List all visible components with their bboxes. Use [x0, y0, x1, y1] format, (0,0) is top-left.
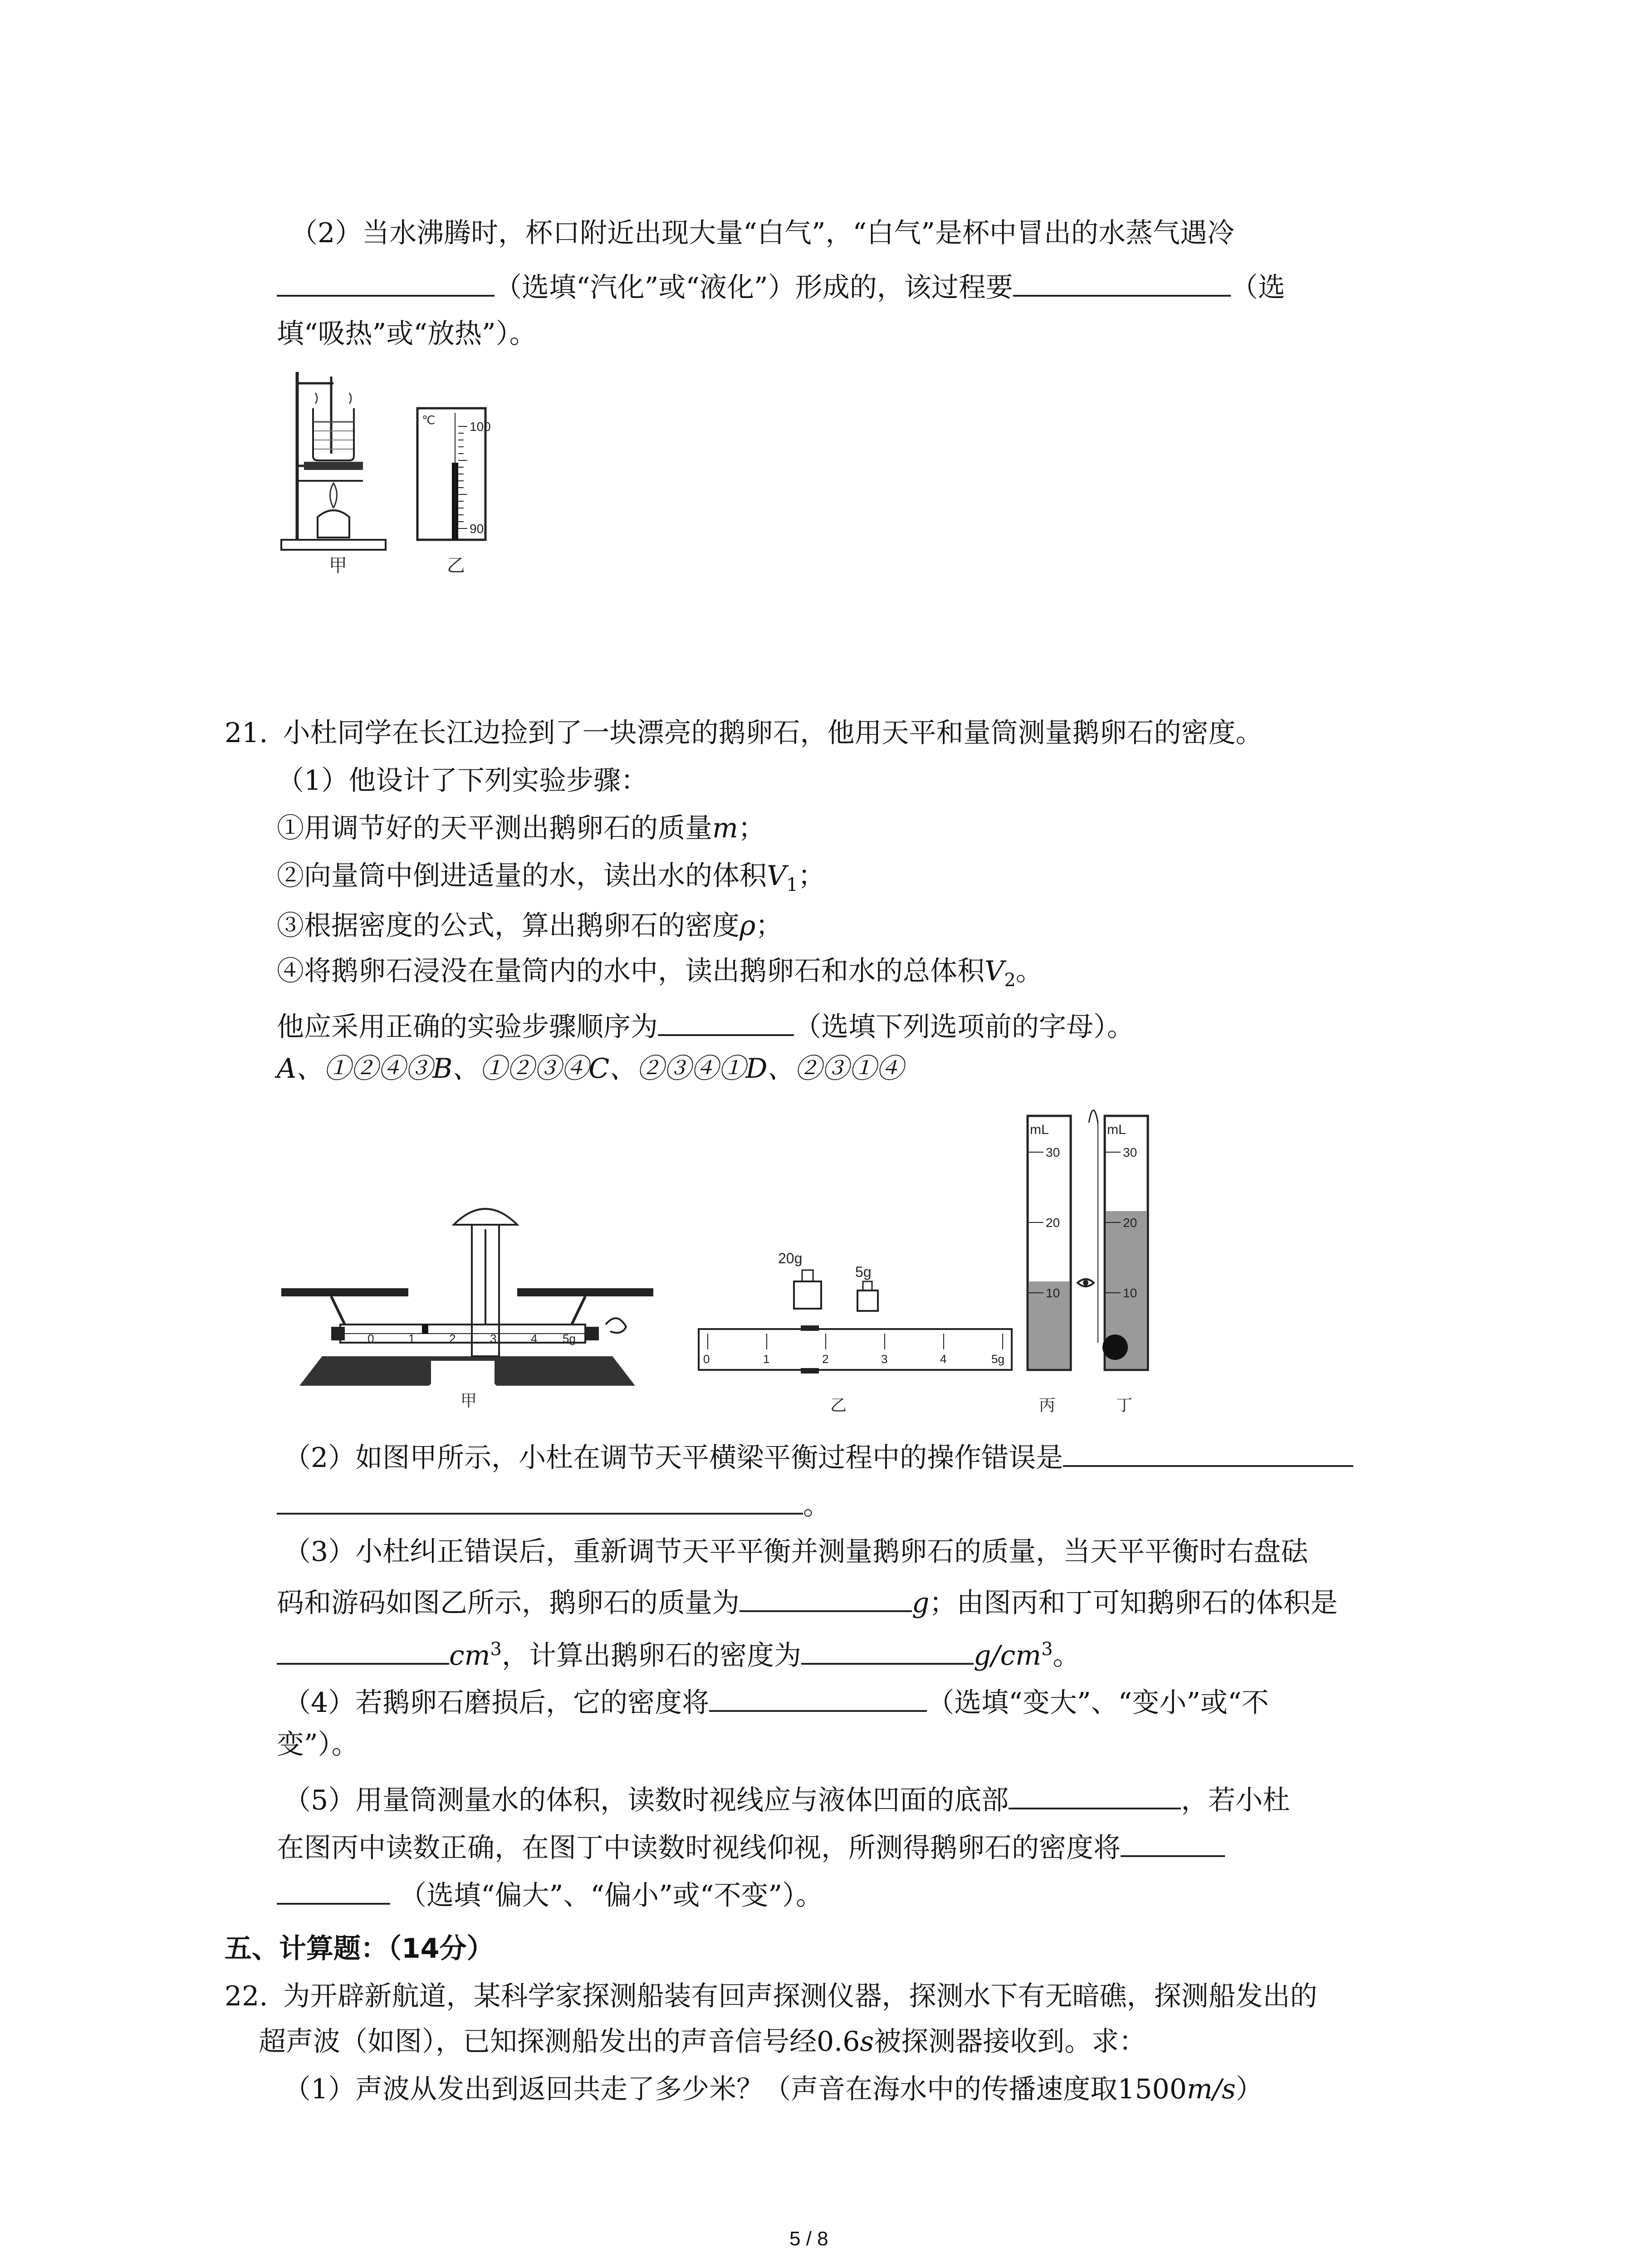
step2-text: ②向量筒中倒进适量的水，读出水的体积 — [277, 860, 767, 892]
part5-text-end: ，若小杜 — [1181, 1784, 1290, 1816]
fig-label-yi: 乙 — [447, 556, 465, 576]
q21-part5-line2 — [277, 1828, 1225, 1864]
question-number: 22. — [225, 1980, 268, 2012]
unit-g: g — [912, 1587, 930, 1619]
q20-part2-line2-end: （选 — [1230, 272, 1285, 303]
step1-text: ①用调节好的天平测出鹅卵石的质量 — [277, 812, 712, 844]
cyl-ding-tick-10: 10 — [1123, 1286, 1137, 1300]
step4-end: 。 — [1015, 955, 1043, 987]
rider-tick-1: 1 — [763, 1352, 770, 1366]
rider-tick-3: 3 — [881, 1352, 888, 1366]
q21-stem-text: 小杜同学在长江边捡到了一块漂亮的鹅卵石，他用天平和量筒测量鹅卵石的密度。 — [283, 717, 1263, 749]
answer-blank[interactable] — [1121, 1828, 1225, 1857]
cyl-ding-tick-30: 30 — [1123, 1145, 1137, 1159]
cyl-ding-tick-20: 20 — [1123, 1216, 1137, 1230]
part5-text-2: 在图丙中读数正确，在图丁中读数时视线仰视，所测得鹅卵石的密度将 — [277, 1832, 1121, 1864]
rider-tick-5: 5g — [991, 1352, 1004, 1366]
rider-marker — [801, 1325, 819, 1331]
weight-5g — [857, 1290, 878, 1311]
step4-var: V — [985, 955, 1004, 987]
q21-part3-line1: （3）小杜纠正错误后，重新调节天平平衡并测量鹅卵石的质量，当天平平衡时右盘砝 — [284, 1536, 1308, 1568]
fig-label-jia: 甲 — [329, 556, 347, 576]
thermometer-tick-90: 90 — [470, 522, 484, 536]
q20-part2-line3: 填“吸热”或“放热”）。 — [277, 318, 537, 350]
hand — [606, 1318, 626, 1333]
balance-tick-4: 4 — [531, 1332, 538, 1345]
step1-end: ； — [738, 812, 765, 844]
q21-part5-line3 — [277, 1876, 823, 1912]
weight-20g — [794, 1281, 821, 1309]
q21-order-question — [277, 1007, 1134, 1043]
q21-step3 — [277, 909, 783, 942]
balance — [281, 1209, 653, 1410]
alcohol-lamp — [318, 510, 349, 538]
q22-line2 — [259, 2025, 1146, 2058]
q22-line1-text: 为开辟新航道，某科学家探测船装有回声探测仪器，探测水下有无暗礁，探测船发出的 — [283, 1980, 1318, 2012]
q20-part2-line2 — [277, 268, 1285, 304]
answer-blank[interactable] — [277, 268, 495, 297]
fig-label-jia: 甲 — [460, 1391, 477, 1410]
part5-text: （5）用量筒测量水的体积，读数时视线应与液体凹面的底部 — [284, 1784, 1009, 1816]
step3-var: ρ — [740, 910, 756, 942]
step4-text: ④将鹅卵石浸没在量筒内的水中，读出鹅卵石和水的总体积 — [277, 955, 985, 987]
q20-part2-line1: （2）当水沸腾时，杯口附近出现大量“白气”，“白气”是杯中冒出的水蒸气遇冷 — [290, 217, 1234, 249]
thermometer-tick-100: 100 — [470, 420, 491, 434]
q21-step1 — [277, 812, 765, 845]
part3-text-b: ；由图丙和丁可知鹅卵石的体积是 — [929, 1587, 1338, 1619]
step2-sub: 1 — [786, 875, 798, 895]
answer-blank[interactable] — [801, 1636, 974, 1665]
beaker — [313, 408, 354, 460]
q20-part2-line2-text: （选填“汽化”或“液化”）形成的，该过程要 — [495, 272, 1013, 303]
q22-speed-unit: m/s — [1186, 2073, 1236, 2105]
weight-5g-label: 5g — [855, 1264, 872, 1280]
q20-figure — [272, 358, 544, 585]
q21-part3-line2 — [277, 1583, 1337, 1619]
part3-text-c: ，计算出鹅卵石的密度为 — [501, 1640, 801, 1672]
q21-stem — [225, 717, 1263, 749]
unit-g-cm-sup: 3 — [1041, 1639, 1053, 1660]
cyl-bing-unit: mL — [1030, 1122, 1049, 1137]
q21-part5-line1 — [284, 1780, 1290, 1817]
flame — [330, 483, 337, 508]
q21-step4 — [277, 955, 1043, 997]
rider-tick-4: 4 — [940, 1352, 947, 1366]
q22-part1-text: （1）声波从发出到返回共走了多少米？（声音在海水中的传播速度取 — [284, 2073, 1118, 2105]
part3-text-a: 码和游码如图乙所示，鹅卵石的质量为 — [277, 1587, 740, 1619]
q21-part2 — [284, 1438, 1353, 1474]
q21-part3-line3 — [277, 1633, 1080, 1672]
answer-blank[interactable] — [1013, 268, 1231, 297]
cyl-ding-unit: mL — [1107, 1122, 1126, 1137]
fig-label-ding: 丁 — [1116, 1396, 1133, 1414]
q21-figure — [272, 1089, 1270, 1433]
answer-blank[interactable] — [658, 1007, 794, 1036]
q21-part4-line2: 变”）。 — [277, 1729, 359, 1760]
unit-g-cm: g/cm — [973, 1640, 1042, 1672]
section-title: 五、计算题：（14分） — [225, 1933, 494, 1965]
part3-end: 。 — [1053, 1640, 1080, 1672]
rider-tick-2: 2 — [822, 1352, 829, 1366]
part2-text: （2）如图甲所示，小杜在调节天平横梁平衡过程中的操作错误是 — [284, 1442, 1063, 1474]
answer-blank[interactable] — [277, 1876, 390, 1905]
step3-text: ③根据密度的公式，算出鹅卵石的密度 — [277, 910, 740, 942]
balance-tick-3: 3 — [490, 1332, 497, 1345]
cyl-bing-tick-10: 10 — [1046, 1286, 1060, 1300]
balance-tick-1: 1 — [408, 1332, 415, 1345]
order-question-end: （选填下列选项前的字母）。 — [794, 1011, 1134, 1043]
page-number: 5 / 8 — [789, 2228, 828, 2250]
rider-scale — [699, 1250, 1012, 1414]
thermometer-scale — [458, 426, 467, 528]
thermometer-unit: ℃ — [422, 413, 436, 427]
answer-blank[interactable] — [1063, 1438, 1353, 1467]
q21-part2-line2 — [277, 1486, 830, 1522]
pebble — [1102, 1334, 1128, 1360]
balance-tick-5: 5g — [563, 1332, 576, 1345]
answer-blank[interactable] — [277, 1486, 803, 1515]
question-number: 21. — [225, 717, 268, 749]
q21-options: A、①②④③B、①②③④C、②③④①D、②③①④ — [277, 1053, 904, 1085]
q21-part4-line1 — [284, 1683, 1269, 1719]
q22-speed-value: 1500 — [1117, 2073, 1187, 2105]
q22-time-value: 0.6 — [817, 2026, 860, 2058]
rider — [422, 1325, 428, 1334]
q22-time-unit: s — [860, 2026, 874, 2058]
q22-part1 — [284, 2073, 1263, 2106]
q22-part1-end: ） — [1235, 2073, 1263, 2105]
balance-tick-0: 0 — [367, 1332, 374, 1345]
unit-cm: cm — [449, 1640, 490, 1672]
thread — [1089, 1110, 1098, 1123]
step2-var: V — [767, 860, 787, 892]
fig-label-bing: 丙 — [1039, 1396, 1056, 1414]
cylinder-ding — [1089, 1110, 1148, 1415]
q21-step2 — [277, 860, 825, 901]
rider-tick-0: 0 — [703, 1352, 710, 1366]
answer-blank[interactable] — [277, 1636, 449, 1665]
part2-end: 。 — [803, 1490, 830, 1521]
step2-end: ； — [798, 860, 825, 892]
q22-line1 — [225, 1980, 1318, 2013]
order-question-text: 他应采用正确的实验步骤顺序为 — [277, 1011, 658, 1043]
step4-sub: 2 — [1004, 970, 1016, 991]
balance-tick-2: 2 — [449, 1332, 456, 1345]
cyl-bing-tick-30: 30 — [1046, 1145, 1060, 1159]
fig-label-yi: 乙 — [830, 1396, 847, 1414]
part4-text-end: （选填“变大”、“变小”或“不 — [927, 1687, 1269, 1719]
step1-var: m — [712, 812, 738, 844]
stand-base — [281, 540, 386, 550]
q22-line2-text-b: 被探测器接收到。求： — [874, 2026, 1146, 2058]
weight-20g-label: 20g — [778, 1250, 803, 1266]
answer-blank[interactable] — [1009, 1780, 1181, 1809]
part4-text: （4）若鹅卵石磨损后，它的密度将 — [284, 1687, 710, 1719]
answer-blank[interactable] — [740, 1583, 912, 1612]
cyl-bing-tick-20: 20 — [1046, 1216, 1060, 1230]
answer-blank[interactable] — [709, 1683, 927, 1712]
step3-end: ； — [755, 910, 783, 942]
wire-gauze — [304, 462, 363, 470]
q21-part1: （1）他设计了下列实验步骤： — [277, 765, 648, 797]
part5-text-3: （选填“偏大”、“偏小”或“不变”）。 — [399, 1880, 823, 1911]
unit-cm-sup: 3 — [490, 1639, 502, 1660]
q22-line2-text-a: 超声波（如图），已知探测船发出的声音信号经 — [259, 2026, 817, 2058]
